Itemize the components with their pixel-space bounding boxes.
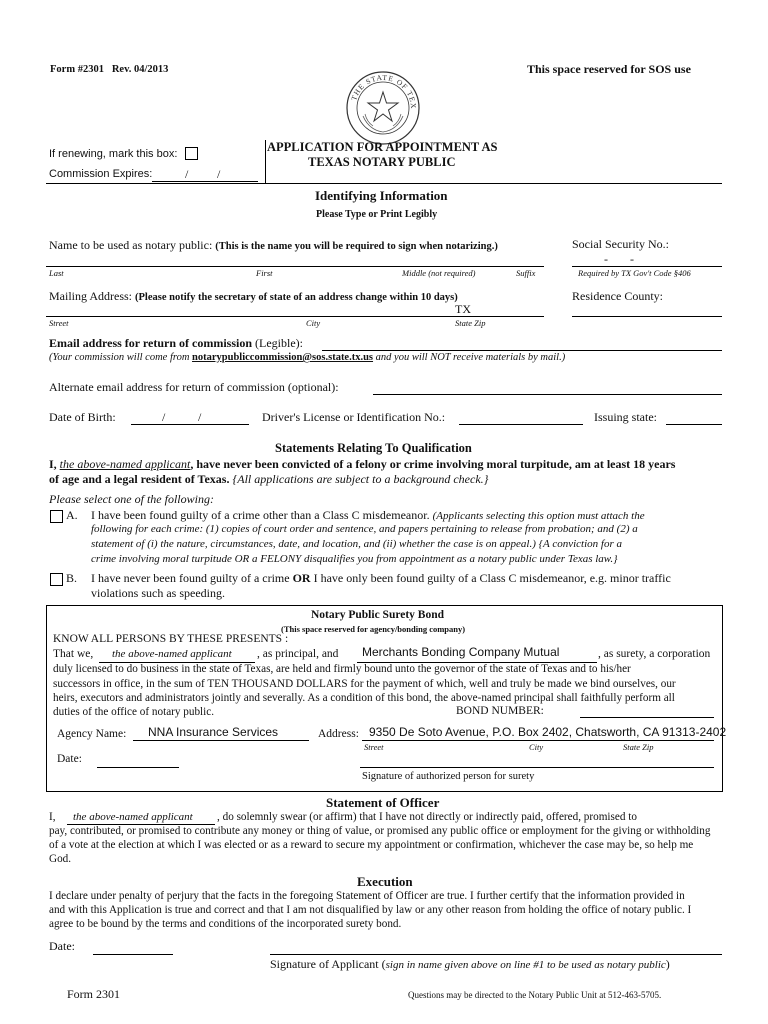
- alt-email-field[interactable]: [373, 394, 722, 395]
- footer-questions: Questions may be directed to the Notary Public Unit at 512-463-5705.: [408, 990, 662, 1000]
- email-note: (Your commission will come from notarypubliccommission@sos.state.tx.us and you will NOT receive materials by mail.): [49, 352, 566, 363]
- officer-line-1: , do solemnly swear (or affirm) that I have not directly or indirectly paid, offered, promised to: [217, 811, 637, 823]
- option-a-line4: crime involving moral turpitude OR a FELONY disqualifies you from appointment as a notary public under Texas law.}: [91, 553, 618, 565]
- execution-line-3: agree to be bound by the terms and conditions of the incorporated surety bond.: [49, 918, 402, 930]
- option-a-line2: following for each crime: (1) copies of court order and sentence, and papers pertaining to release from probation; and (2) a: [91, 523, 638, 535]
- residence-county-label: Residence County:: [572, 289, 663, 303]
- surety-signature-field[interactable]: [360, 767, 714, 768]
- sos-email-link[interactable]: notarypubliccommission@sos.state.tx.us: [192, 352, 374, 363]
- dob-slash-2: /: [198, 410, 202, 424]
- commission-expires-field[interactable]: [152, 181, 258, 182]
- mailing-address-field[interactable]: [46, 316, 544, 317]
- officer-applicant: the above-named applicant: [73, 811, 193, 823]
- execution-date-label: Date:: [49, 939, 75, 953]
- bond-street-caption: Street: [364, 742, 384, 752]
- execution-line-2: and with this Application is true and correct and that I am not disqualified by law or any other reason from holding the office of notary public. I: [49, 904, 692, 916]
- commission-expires-label: Commission Expires:: [49, 168, 153, 180]
- sos-reserved-label: This space reserved for SOS use: [527, 62, 691, 76]
- option-a-line1: I have been found guilty of a crime other than a Class C misdemeanor. (Applicants selecting this option must attach the: [91, 508, 645, 522]
- dl-field[interactable]: [459, 424, 583, 425]
- bond-heading: Notary Public Surety Bond: [311, 609, 445, 621]
- email-field[interactable]: [322, 350, 722, 351]
- title-line-1: APPLICATION FOR APPOINTMENT AS: [267, 140, 498, 154]
- as-surety-label: , as surety, a corporation: [598, 648, 711, 660]
- texas-seal-icon: [345, 70, 421, 146]
- officer-line-2: pay, contributed, or promised to contribute any money or thing of value, or promised any public office or employment for the giving or withholding: [49, 825, 711, 837]
- agency-name-value: NNA Insurance Services: [148, 725, 279, 739]
- surety-signature-label: Signature of authorized person for surety: [362, 771, 535, 782]
- dob-slash-1: /: [162, 410, 166, 424]
- option-b-label: B.: [66, 571, 78, 585]
- option-a-line3: statement of (i) the nature, circumstances, date, and location, and (ii) whether the case is on appeal.) {A conviction for a: [91, 538, 622, 550]
- last-caption: Last: [49, 268, 64, 278]
- officer-line-3: of a vote at the election at which I was elected or as a reward to secure my appointment or confirmation, whichever the case may be, so help me: [49, 839, 694, 851]
- renewing-checkbox[interactable]: [185, 147, 198, 160]
- option-b-line1: I have never been found guilty of a crime OR I have only been found guilty of a Class C misdemeanor, e.g. minor traffic: [91, 571, 671, 585]
- mailing-label: Mailing Address: (Please notify the secretary of state of an address change within 10 days): [49, 289, 458, 303]
- option-b-checkbox[interactable]: [50, 573, 63, 586]
- that-we-label: That we,: [53, 648, 94, 660]
- issuing-state-label: Issuing state:: [594, 410, 657, 424]
- identifying-subheading: Please Type or Print Legibly: [316, 209, 438, 220]
- bond-line-4: heirs, executors and administrators jointly and severally. As a condition of this bond, the above-named principal shall faithfully perform all: [53, 692, 675, 704]
- surety-company-value: Merchants Bonding Company Mutual: [362, 645, 560, 659]
- dob-label: Date of Birth:: [49, 410, 116, 424]
- bond-date-label: Date:: [57, 753, 82, 765]
- bond-state-zip-caption: State Zip: [623, 742, 654, 752]
- agency-name-label: Agency Name:: [57, 728, 127, 740]
- form-number: Form #2301 Rev. 04/2013: [50, 64, 169, 75]
- bond-city-caption: City: [529, 742, 544, 752]
- qualification-statement-line2: of age and a legal resident of Texas. {All applications are subject to a background check.}: [49, 472, 489, 486]
- bond-applicant: the above-named applicant: [112, 648, 232, 660]
- bond-line-5: duties of the office of notary public.: [53, 706, 215, 718]
- dob-field[interactable]: [131, 424, 249, 425]
- dl-label: Driver's License or Identification No.:: [262, 410, 446, 424]
- execution-heading: Execution: [357, 874, 413, 889]
- agency-name-field[interactable]: [133, 740, 309, 741]
- bond-line-3: successors in office, in the sum of TEN THOUSAND DOLLARS for the payment of which, well and truly be made we bind ourselves, our: [53, 678, 676, 690]
- title-line-2: TEXAS NOTARY PUBLIC: [308, 155, 456, 169]
- select-one-label: Please select one of the following:: [49, 492, 214, 506]
- ssn-field[interactable]: [572, 266, 722, 267]
- name-label: Name to be used as notary public: (This is the name you will be required to sign when notarizing.): [49, 238, 498, 252]
- state-zip-caption: State Zip: [455, 318, 486, 328]
- state-value: TX: [455, 302, 471, 316]
- option-a-label: A.: [66, 508, 78, 522]
- city-caption: City: [306, 318, 321, 328]
- header-vertical-rule: [265, 140, 266, 183]
- middle-caption: Middle (not required): [402, 268, 476, 278]
- ssn-dash-2: -: [630, 252, 634, 266]
- identifying-heading: Identifying Information: [315, 188, 448, 203]
- suffix-caption: Suffix: [516, 268, 536, 278]
- ssn-dash-1: -: [604, 252, 608, 266]
- issuing-state-field[interactable]: [666, 424, 722, 425]
- bond-date-field[interactable]: [97, 767, 179, 768]
- street-caption: Street: [49, 318, 69, 328]
- footer-form-number: Form 2301: [67, 987, 121, 1001]
- bond-line-2: duly licensed to do business in the state of Texas, are held and firmly bound unto the governor of the state of Texas and to his/her: [53, 663, 631, 675]
- alt-email-label: Alternate email address for return of commission (optional):: [49, 380, 339, 394]
- option-a-checkbox[interactable]: [50, 510, 63, 523]
- commission-date-slash-2: /: [217, 167, 221, 181]
- bond-address-value: 9350 De Soto Avenue, P.O. Box 2402, Chatsworth, CA 91313-2402: [369, 725, 727, 739]
- bond-address-label: Address:: [318, 728, 359, 740]
- execution-date-field[interactable]: [93, 954, 173, 955]
- officer-i: I,: [49, 811, 56, 823]
- bond-subheading: (This space reserved for agency/bonding company): [281, 624, 466, 634]
- bond-number-label: BOND NUMBER:: [456, 705, 544, 717]
- know-all-label: KNOW ALL PERSONS BY THESE PRESENTS :: [53, 633, 289, 645]
- residence-county-field[interactable]: [572, 316, 722, 317]
- qualification-statement-line1: I, the above-named applicant, have never been convicted of a felony or crime involving moral turpitude, am at least 18 years: [49, 457, 676, 471]
- applicant-signature-label: Signature of Applicant (sign in name given above on line #1 to be used as notary public): [270, 957, 670, 971]
- applicant-signature-field[interactable]: [270, 954, 722, 955]
- as-principal-label: , as principal, and: [257, 648, 339, 660]
- ssn-required-caption: Required by TX Gov't Code §406: [578, 268, 691, 278]
- renewing-label: If renewing, mark this box:: [49, 148, 178, 160]
- option-b-line2: violations such as speeding.: [91, 586, 225, 600]
- officer-heading: Statement of Officer: [326, 795, 440, 810]
- first-caption: First: [256, 268, 273, 278]
- officer-line-4: God.: [49, 853, 72, 865]
- svg-text:THE STATE OF TEXAS: THE STATE OF TEX: [349, 72, 419, 110]
- email-label: Email address for return of commission (Legible):: [49, 336, 303, 350]
- commission-date-slash-1: /: [185, 167, 189, 181]
- bond-address-field[interactable]: [362, 740, 714, 741]
- bond-number-field[interactable]: [580, 717, 714, 718]
- header-divider: [46, 183, 722, 184]
- name-field[interactable]: [46, 266, 544, 267]
- execution-line-1: I declare under penalty of perjury that the facts in the foregoing Statement of Officer are true. I further certify that the information provided in: [49, 890, 685, 902]
- qualification-heading: Statements Relating To Qualification: [275, 441, 472, 455]
- ssn-label: Social Security No.:: [572, 237, 669, 251]
